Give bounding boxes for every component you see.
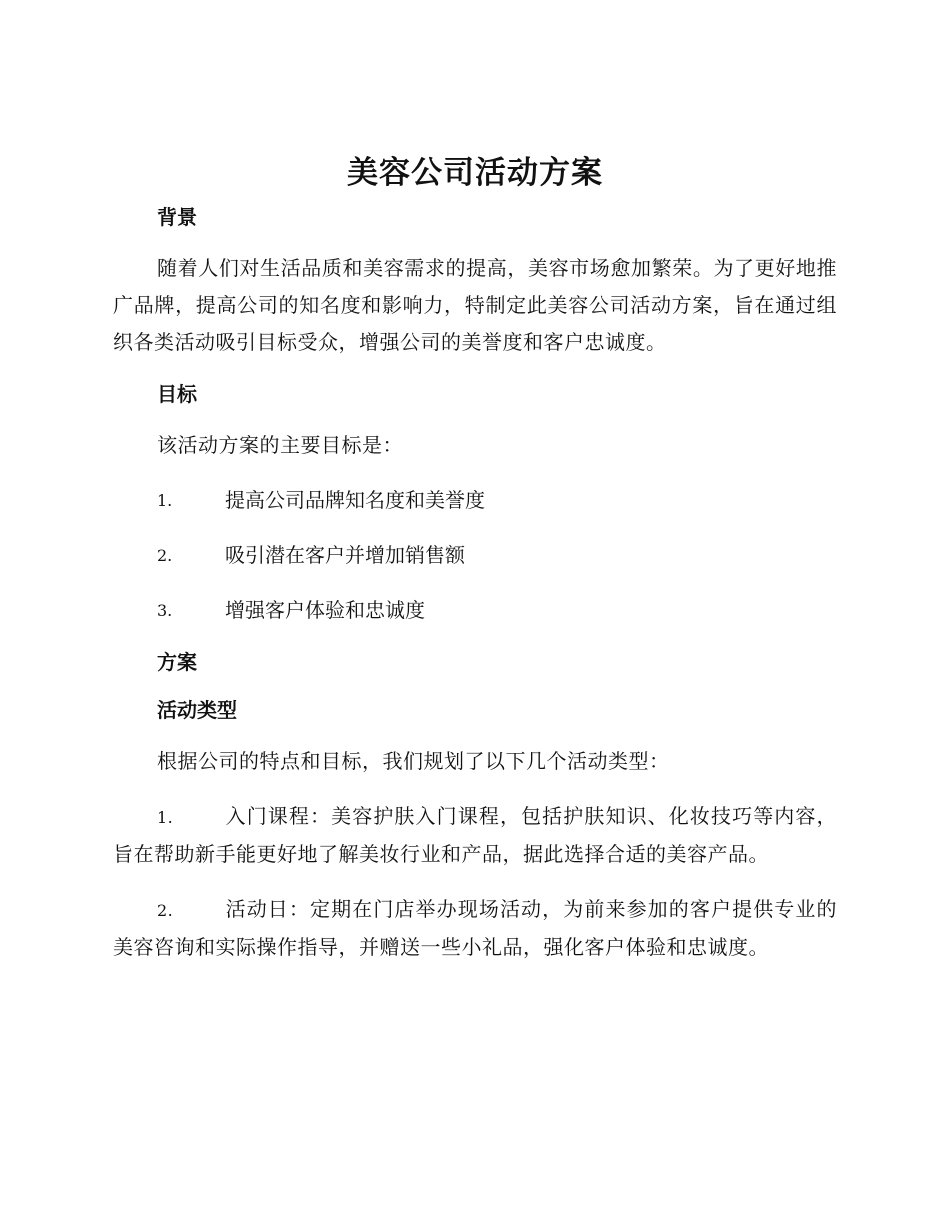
list-item (113, 482, 837, 519)
list-text: 吸引潜在客户并增加销售额 (225, 543, 465, 567)
list-number: 3. (157, 601, 173, 620)
list-item (113, 798, 837, 873)
list-number: 1. (157, 491, 173, 510)
goals-intro: 该活动方案的主要目标是： (157, 433, 403, 457)
section-heading-goals: 目标 (157, 382, 197, 406)
list-item (113, 537, 837, 574)
list-number: 1. (157, 808, 174, 827)
list-text: 入门课程：美容护肤入门课程，包括护肤知识、化妆技巧等内容，旨在帮助新手能更好地了解美妆行业和产品，据此选择合适的美容产品。 (113, 804, 837, 866)
list-text: 提高公司品牌知名度和美誉度 (225, 488, 485, 512)
section-heading-background: 背景 (157, 205, 197, 229)
plan-intro: 根据公司的特点和目标，我们规划了以下几个活动类型： (157, 749, 670, 773)
subsection-heading-activity-types: 活动类型 (157, 698, 237, 722)
list-number: 2. (157, 901, 174, 920)
list-item (113, 891, 837, 966)
list-text: 活动日：定期在门店举办现场活动，为前来参加的客户提供专业的美容咨询和实际操作指导，并赠送一些小礼品，强化客户体验和忠诚度。 (113, 897, 837, 959)
document-title: 美容公司活动方案 (347, 155, 603, 191)
document-body (113, 146, 837, 966)
background-paragraph: 随着人们对生活品质和美容需求的提高，美容市场愈加繁荣。为了更好地推广品牌，提高公司的知名度和影响力，特制定此美容公司活动方案，旨在通过组织各类活动吸引目标受众，增强公司的美誉度和客户忠诚度。 (113, 256, 837, 354)
list-number: 2. (157, 546, 173, 565)
section-heading-plan: 方案 (157, 650, 197, 674)
list-text: 增强客户体验和忠诚度 (225, 598, 425, 622)
list-item (113, 592, 837, 629)
